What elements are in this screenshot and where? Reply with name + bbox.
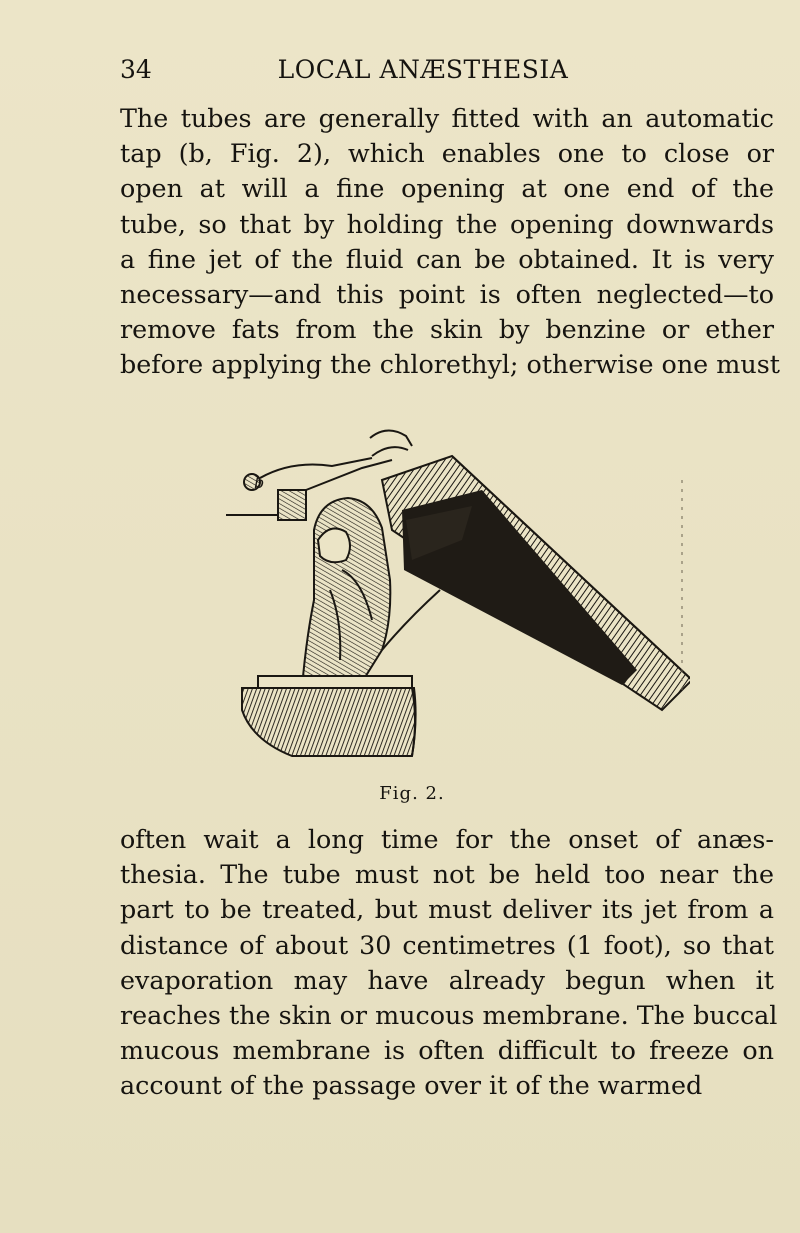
text-line: part to be treated, but must deliver its jet from a <box>120 894 774 925</box>
figure-illustration <box>222 420 690 770</box>
text-line: often wait a long time for the onset of anæs- <box>120 824 774 854</box>
figure-label-b: b <box>254 473 265 492</box>
text-line: tube, so that by holding the opening downwards <box>120 208 774 239</box>
text-line: reaches the skin or mucous membrane. The buccal <box>120 1000 778 1031</box>
text-line: thesia. The tube must not be held too near the <box>120 859 774 890</box>
paragraph-1 <box>120 101 780 383</box>
sleeve-cuff <box>242 676 416 756</box>
paragraph-2 <box>120 822 778 1104</box>
text-line: remove fats from the skin by benzine or ether <box>120 314 774 345</box>
text-line: before applying the chlorethyl; otherwise one must <box>120 349 780 380</box>
text-line: open at will a fine opening at one end of the <box>120 173 774 204</box>
hand-holding-chlorethyl-tube-illustration <box>222 420 690 770</box>
text-line: mucous membrane is often difficult to freeze on <box>120 1035 774 1066</box>
running-title: LOCAL ANÆSTHESIA <box>277 55 569 84</box>
text-line: a fine jet of the fluid can be obtained. It is very <box>120 243 774 274</box>
page-header <box>0 52 800 88</box>
figure-caption: Fig. 2. <box>379 783 445 804</box>
text-line: distance of about 30 centimetres (1 foot), so that <box>120 929 774 960</box>
hand <box>302 498 390 688</box>
text-line: evaporation may have already begun when it <box>120 964 774 995</box>
page-number: 34 <box>120 55 152 84</box>
text-line: tap (b, Fig. 2), which enables one to close or <box>120 138 774 169</box>
glass-tube <box>382 456 690 710</box>
text-line: necessary—and this point is often neglected—to <box>120 279 774 310</box>
text-line: account of the passage over it of the warmed <box>120 1070 703 1101</box>
text-line: The tubes are generally fitted with an automatic <box>120 103 774 133</box>
